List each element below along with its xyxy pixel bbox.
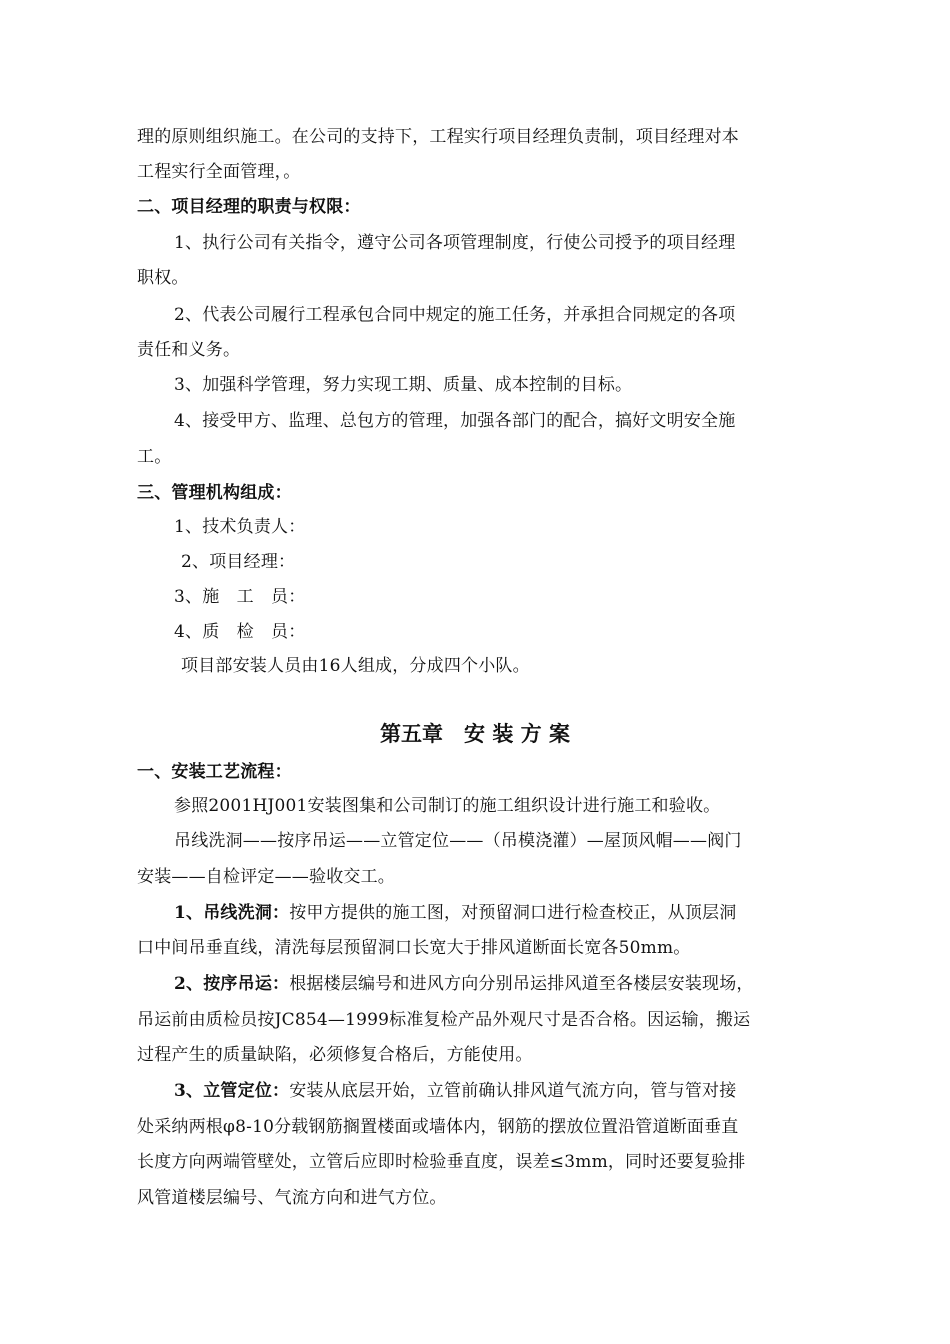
list-item: 3、施 工 员： xyxy=(174,587,306,607)
list-item: 1、执行公司有关指令，遵守公司各项管理制度，行使公司授予的项目经理 xyxy=(174,233,736,253)
paragraph-line: 处采纳两根φ8-10分载钢筋搁置楼面或墙体内，钢筋的摆放位置沿管道断面垂直 xyxy=(137,1117,739,1137)
step-2-text: 根据楼层编号和进风方向分别吊运排风道至各楼层安装现场， xyxy=(289,974,754,994)
step-1-line xyxy=(174,902,736,924)
section-heading: 二、项目经理的职责与权限： xyxy=(137,197,361,217)
paragraph-line: 工。 xyxy=(137,447,172,467)
paragraph-line: 责任和义务。 xyxy=(137,340,241,360)
section-heading: 一、安装工艺流程： xyxy=(137,762,292,782)
paragraph-line: 职权。 xyxy=(137,268,189,288)
paragraph-line: 参照2001HJ001安装图集和公司制订的施工组织设计进行施工和验收。 xyxy=(174,796,721,816)
list-item: 1、技术负责人： xyxy=(174,517,306,537)
paragraph-line: 项目部安装人员由16人组成，分成四个小队。 xyxy=(181,656,530,676)
paragraph-line: 风管道楼层编号、气流方向和进气方位。 xyxy=(137,1188,447,1208)
paragraph-line: 口中间吊垂直线，清洗每层预留洞口长宽大于排风道断面长宽各50mm。 xyxy=(137,938,691,958)
paragraph-line: 吊线洗洞——按序吊运——立管定位——（吊模浇灌）—屋顶风帽——阀门 xyxy=(174,831,742,851)
paragraph-line: 长度方向两端管壁处，立管后应即时检验垂直度，误差≤3mm，同时还要复验排 xyxy=(137,1152,746,1172)
step-3-label: 3、立管定位： xyxy=(174,1081,290,1101)
list-item: 4、接受甲方、监理、总包方的管理，加强各部门的配合，搞好文明安全施 xyxy=(174,411,736,431)
paragraph-line: 工程实行全面管理，。 xyxy=(137,162,301,182)
step-3-line xyxy=(174,1080,736,1102)
step-3-text: 安装从底层开始，立管前确认排风道气流方向，管与管对接 xyxy=(289,1081,737,1101)
chapter-title: 第五章 安 装 方 案 xyxy=(380,721,570,746)
step-1-label: 1、吊线洗洞： xyxy=(174,903,290,923)
paragraph-line: 安装——自检评定——验收交工。 xyxy=(137,867,395,887)
paragraph-line: 理的原则组织施工。在公司的支持下，工程实行项目经理负责制，项目经理对本 xyxy=(137,127,739,147)
list-item: 2、代表公司履行工程承包合同中规定的施工任务，并承担合同规定的各项 xyxy=(174,305,736,325)
step-2-label: 2、按序吊运： xyxy=(174,974,290,994)
paragraph-line: 过程产生的质量缺陷，必须修复合格后，方能使用。 xyxy=(137,1045,533,1065)
section-heading: 三、管理机构组成： xyxy=(137,483,292,503)
list-item: 4、质 检 员： xyxy=(174,622,306,642)
list-item: 3、加强科学管理，努力实现工期、质量、成本控制的目标。 xyxy=(174,375,633,395)
step-1-text: 按甲方提供的施工图，对预留洞口进行检查校正，从顶层洞 xyxy=(289,903,737,923)
paragraph-line: 吊运前由质检员按JC854—1999标准复检产品外观尺寸是否合格。因运输，搬运 xyxy=(137,1010,751,1030)
step-2-line xyxy=(174,973,754,995)
list-item: 2、项目经理： xyxy=(181,552,296,572)
